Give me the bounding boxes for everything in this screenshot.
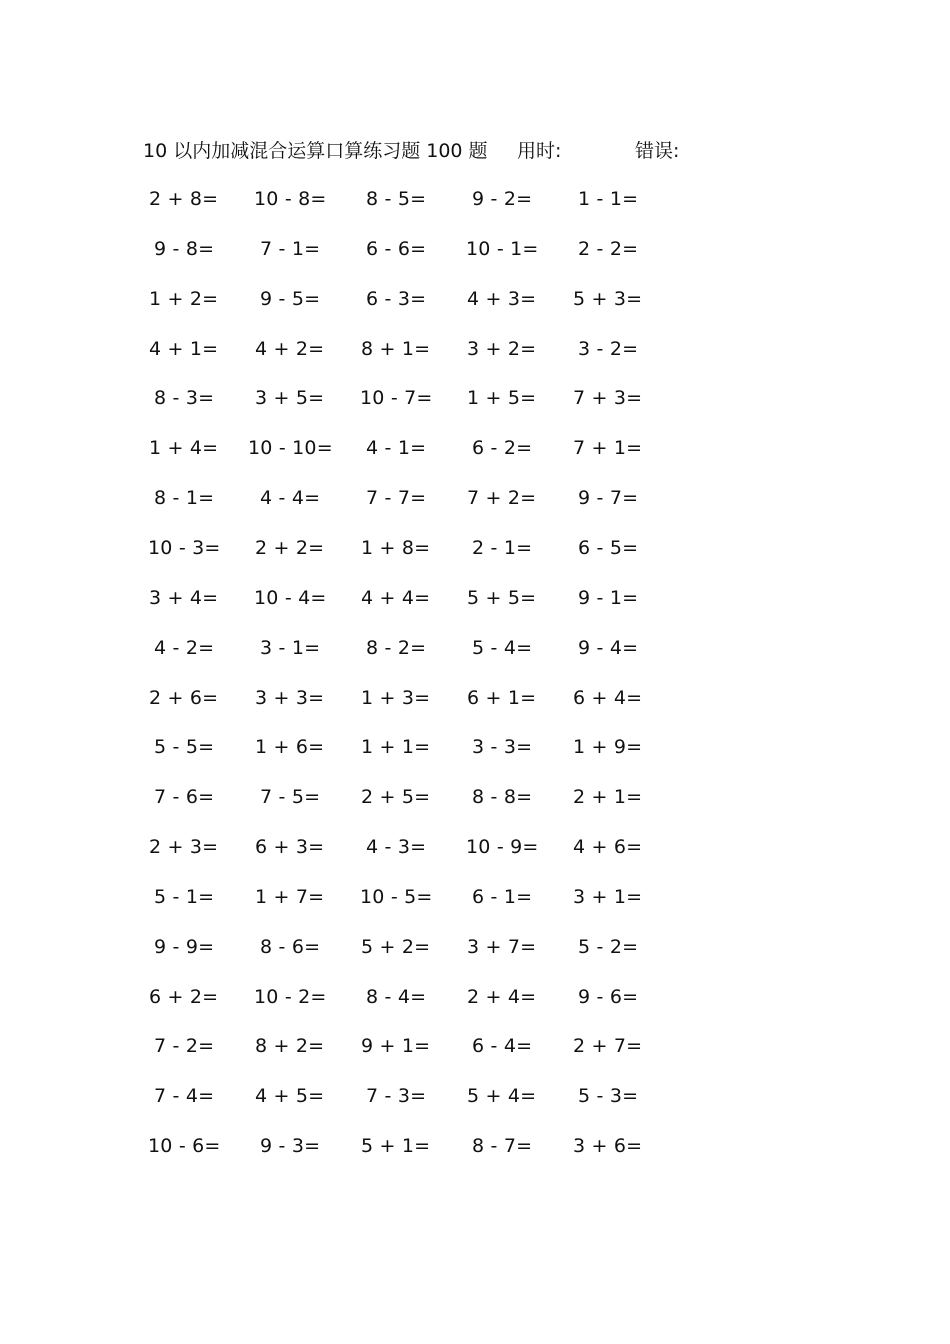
problem-r16-c1: 9 - 9= (154, 936, 215, 958)
problem-r1-c4: 9 - 2= (472, 188, 533, 210)
problem-r13-c5: 2 + 1= (573, 786, 643, 808)
problem-r13-c1: 7 - 6= (154, 786, 215, 808)
problem-r7-c2: 4 - 4= (260, 487, 321, 509)
problem-r9-c5: 9 - 1= (578, 587, 639, 609)
problem-r16-c2: 8 - 6= (260, 936, 321, 958)
problem-r10-c4: 5 - 4= (472, 637, 533, 659)
problem-r3-c1: 1 + 2= (149, 288, 219, 310)
problem-r17-c3: 8 - 4= (366, 986, 427, 1008)
problem-r15-c3: 10 - 5= (360, 886, 433, 908)
problem-r11-c4: 6 + 1= (467, 687, 537, 709)
problem-r7-c4: 7 + 2= (467, 487, 537, 509)
problem-r17-c5: 9 - 6= (578, 986, 639, 1008)
problem-r14-c3: 4 - 3= (366, 836, 427, 858)
problem-r13-c4: 8 - 8= (472, 786, 533, 808)
problem-r11-c2: 3 + 3= (255, 687, 325, 709)
problem-r8-c4: 2 - 1= (472, 537, 533, 559)
problem-r20-c2: 9 - 3= (260, 1135, 321, 1157)
problem-r3-c2: 9 - 5= (260, 288, 321, 310)
problem-r20-c3: 5 + 1= (361, 1135, 431, 1157)
problem-r9-c1: 3 + 4= (149, 587, 219, 609)
problem-r14-c2: 6 + 3= (255, 836, 325, 858)
problem-r6-c1: 1 + 4= (149, 437, 219, 459)
problem-r17-c2: 10 - 2= (254, 986, 327, 1008)
problem-r15-c2: 1 + 7= (255, 886, 325, 908)
problem-r18-c4: 6 - 4= (472, 1035, 533, 1057)
problem-r7-c1: 8 - 1= (154, 487, 215, 509)
problem-r18-c3: 9 + 1= (361, 1035, 431, 1057)
problem-r1-c5: 1 - 1= (578, 188, 639, 210)
problem-r2-c4: 10 - 1= (466, 238, 539, 260)
problem-r17-c1: 6 + 2= (149, 986, 219, 1008)
problem-r19-c1: 7 - 4= (154, 1085, 215, 1107)
problem-r1-c1: 2 + 8= (149, 188, 219, 210)
problem-r2-c3: 6 - 6= (366, 238, 427, 260)
problem-r2-c2: 7 - 1= (260, 238, 321, 260)
problem-r11-c3: 1 + 3= (361, 687, 431, 709)
problem-r3-c3: 6 - 3= (366, 288, 427, 310)
problem-r8-c5: 6 - 5= (578, 537, 639, 559)
problem-r8-c2: 2 + 2= (255, 537, 325, 559)
problem-r18-c2: 8 + 2= (255, 1035, 325, 1057)
problem-r6-c5: 7 + 1= (573, 437, 643, 459)
problem-r19-c5: 5 - 3= (578, 1085, 639, 1107)
problem-r13-c2: 7 - 5= (260, 786, 321, 808)
problem-r5-c4: 1 + 5= (467, 387, 537, 409)
problem-r9-c4: 5 + 5= (467, 587, 537, 609)
problem-r18-c5: 2 + 7= (573, 1035, 643, 1057)
problem-r20-c1: 10 - 6= (148, 1135, 221, 1157)
problem-r19-c3: 7 - 3= (366, 1085, 427, 1107)
worksheet-title: 10 以内加减混合运算口算练习题 100 题 (143, 140, 488, 162)
problem-r18-c1: 7 - 2= (154, 1035, 215, 1057)
problem-r12-c3: 1 + 1= (361, 736, 431, 758)
problem-r1-c2: 10 - 8= (254, 188, 327, 210)
problem-r20-c5: 3 + 6= (573, 1135, 643, 1157)
problem-r16-c4: 3 + 7= (467, 936, 537, 958)
problem-r6-c2: 10 - 10= (248, 437, 333, 459)
problem-r3-c5: 5 + 3= (573, 288, 643, 310)
problem-r10-c5: 9 - 4= (578, 637, 639, 659)
problem-r14-c5: 4 + 6= (573, 836, 643, 858)
problem-r4-c4: 3 + 2= (467, 338, 537, 360)
problem-r13-c3: 2 + 5= (361, 786, 431, 808)
problem-r9-c2: 10 - 4= (254, 587, 327, 609)
problem-r11-c5: 6 + 4= (573, 687, 643, 709)
problem-r16-c5: 5 - 2= (578, 936, 639, 958)
problem-r12-c4: 3 - 3= (472, 736, 533, 758)
problem-r10-c1: 4 - 2= (154, 637, 215, 659)
problem-r7-c3: 7 - 7= (366, 487, 427, 509)
problem-r5-c1: 8 - 3= (154, 387, 215, 409)
problem-r16-c3: 5 + 2= (361, 936, 431, 958)
problem-r19-c4: 5 + 4= (467, 1085, 537, 1107)
problem-r17-c4: 2 + 4= (467, 986, 537, 1008)
problem-r5-c3: 10 - 7= (360, 387, 433, 409)
problem-r12-c1: 5 - 5= (154, 736, 215, 758)
problem-r4-c3: 8 + 1= (361, 338, 431, 360)
problem-r12-c5: 1 + 9= (573, 736, 643, 758)
problem-r4-c5: 3 - 2= (578, 338, 639, 360)
problem-r1-c3: 8 - 5= (366, 188, 427, 210)
problem-r4-c2: 4 + 2= (255, 338, 325, 360)
problem-r3-c4: 4 + 3= (467, 288, 537, 310)
problem-r10-c3: 8 - 2= (366, 637, 427, 659)
problem-r15-c1: 5 - 1= (154, 886, 215, 908)
problem-r6-c4: 6 - 2= (472, 437, 533, 459)
errors-label: 错误: (635, 140, 680, 162)
problem-r9-c3: 4 + 4= (361, 587, 431, 609)
problem-r15-c4: 6 - 1= (472, 886, 533, 908)
problem-r20-c4: 8 - 7= (472, 1135, 533, 1157)
problem-r6-c3: 4 - 1= (366, 437, 427, 459)
problem-r15-c5: 3 + 1= (573, 886, 643, 908)
problem-r5-c2: 3 + 5= (255, 387, 325, 409)
problem-r2-c1: 9 - 8= (154, 238, 215, 260)
problem-r10-c2: 3 - 1= (260, 637, 321, 659)
problem-r14-c1: 2 + 3= (149, 836, 219, 858)
problem-r12-c2: 1 + 6= (255, 736, 325, 758)
problem-r14-c4: 10 - 9= (466, 836, 539, 858)
problem-r2-c5: 2 - 2= (578, 238, 639, 260)
time-used-label: 用时: (517, 140, 562, 162)
problem-r11-c1: 2 + 6= (149, 687, 219, 709)
problem-r4-c1: 4 + 1= (149, 338, 219, 360)
problem-r19-c2: 4 + 5= (255, 1085, 325, 1107)
problem-r8-c1: 10 - 3= (148, 537, 221, 559)
problem-r7-c5: 9 - 7= (578, 487, 639, 509)
problem-r5-c5: 7 + 3= (573, 387, 643, 409)
problem-r8-c3: 1 + 8= (361, 537, 431, 559)
